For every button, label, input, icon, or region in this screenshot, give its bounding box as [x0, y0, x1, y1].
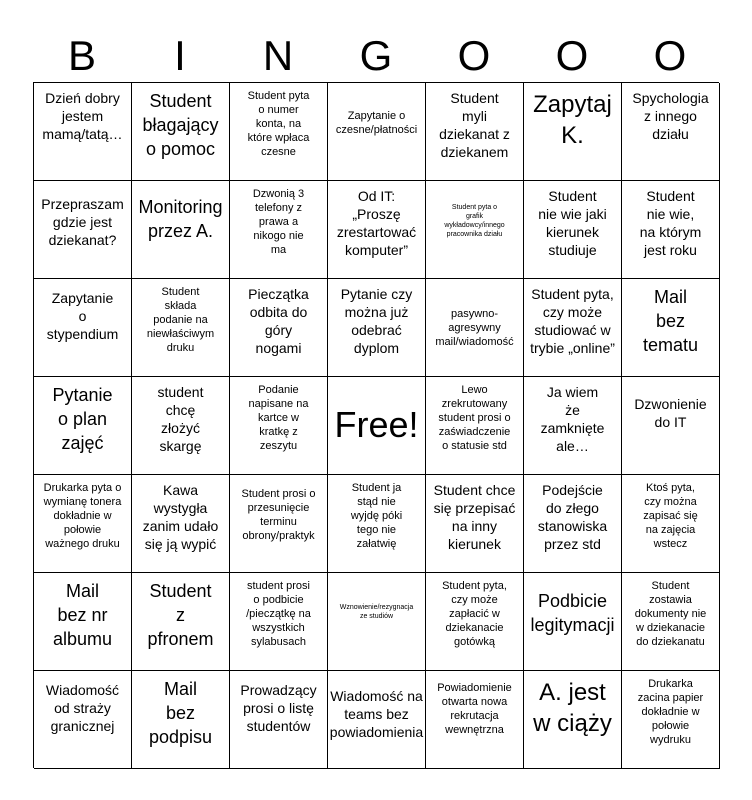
bingo-cell-text: Prowadzący prosi o listę studentów	[240, 682, 317, 734]
bingo-cell-text: Student pyta o grafik wykładowcy/innego pracownika działu	[444, 204, 505, 238]
bingo-cell-text: Student nie wie jaki kierunek studiuje	[538, 188, 607, 258]
bingo-cell-text: Podanie napisane na kartce w kratkę z zeszytu	[248, 384, 309, 452]
header-letter: O	[555, 32, 589, 79]
bingo-cell-text: Dzwonią 3 telefony z prawa a nikogo nie ma	[252, 188, 305, 256]
bingo-cell[interactable]	[34, 181, 132, 279]
bingo-cell-text: Student błagający o pomoc	[142, 91, 219, 159]
bingo-cell-text: student prosi o podbicie /pieczątkę na wszystkich sylabusach	[246, 580, 311, 648]
bingo-cell[interactable]	[524, 181, 622, 279]
bingo-cell-text: Pieczątka odbita do góry nogami	[248, 286, 309, 356]
bingo-cell[interactable]	[328, 671, 426, 769]
bingo-cell-text: Powiadomienie otwarta nowa rekrutacja wewnętrzna	[437, 682, 512, 736]
bingo-cell-text: Zapytanie o stypendium	[46, 290, 119, 342]
bingo-cell-text: Student prosi o przesunięcie terminu obrony/praktyk	[241, 488, 316, 542]
bingo-cell-text: Podejście do złego stanowiska przez std	[537, 482, 608, 552]
header-letter: B	[67, 32, 96, 79]
bingo-cell-text: Monitoring przez A.	[138, 197, 223, 241]
bingo-cell[interactable]	[622, 377, 720, 475]
bingo-cell-text: Student pyta, czy może studiować w trybie „online”	[530, 286, 615, 356]
bingo-cell[interactable]	[132, 475, 230, 573]
bingo-cell-text: Free!	[334, 404, 419, 445]
bingo-cell-text: Wiadomość na teams bez powiadomienia	[329, 688, 424, 740]
header-letter: O	[457, 32, 491, 79]
bingo-cell[interactable]	[426, 475, 524, 573]
bingo-cell-text: Drukarka pyta o wymianę tonera dokładnie w połowie ważnego druku	[43, 482, 122, 550]
bingo-cell[interactable]	[230, 573, 328, 671]
bingo-cell-text: Student z pfronem	[147, 581, 214, 649]
header-letter: I	[174, 32, 186, 79]
bingo-cell-text: Spychologia z innego działu	[632, 90, 709, 142]
bingo-cell[interactable]	[132, 377, 230, 475]
bingo-cell[interactable]	[622, 671, 720, 769]
bingo-cell[interactable]	[132, 83, 230, 181]
bingo-header	[33, 30, 719, 82]
bingo-cell[interactable]	[230, 377, 328, 475]
bingo-cell[interactable]	[34, 377, 132, 475]
bingo-cell[interactable]	[426, 671, 524, 769]
bingo-cell-text: Student nie wie, na którym jest roku	[639, 188, 702, 258]
bingo-cell[interactable]	[524, 573, 622, 671]
bingo-cell-text: Student ja stąd nie wyjdę póki tego nie załatwię	[350, 482, 403, 550]
bingo-cell[interactable]	[524, 475, 622, 573]
bingo-cell[interactable]	[328, 475, 426, 573]
bingo-cell-text: Pytanie czy można już odebrać dyplom	[340, 286, 413, 356]
bingo-cell[interactable]	[524, 671, 622, 769]
bingo-cell[interactable]	[524, 279, 622, 377]
bingo-cell-text: Wiadomość od straży granicznej	[45, 682, 120, 734]
bingo-cell[interactable]	[622, 279, 720, 377]
bingo-cell[interactable]	[132, 181, 230, 279]
bingo-cell[interactable]	[524, 377, 622, 475]
bingo-cell[interactable]	[328, 573, 426, 671]
bingo-cell[interactable]	[34, 279, 132, 377]
bingo-card-grid	[33, 82, 719, 768]
bingo-cell[interactable]	[34, 671, 132, 769]
bingo-cell[interactable]	[34, 573, 132, 671]
header-letter: O	[653, 32, 687, 79]
header-letter: G	[359, 32, 393, 79]
bingo-cell[interactable]	[328, 181, 426, 279]
bingo-cell[interactable]	[622, 475, 720, 573]
bingo-cell[interactable]	[230, 475, 328, 573]
bingo-cell[interactable]	[426, 573, 524, 671]
bingo-cell-text: Student pyta o numer konta, na które wpłaca czesne	[247, 90, 310, 158]
bingo-cell[interactable]	[622, 181, 720, 279]
bingo-cell[interactable]	[328, 83, 426, 181]
bingo-cell[interactable]	[524, 83, 622, 181]
bingo-cell-text: Pytanie o plan zajęć	[52, 385, 113, 453]
bingo-cell-text: Student pyta, czy może zapłacić w dziekanacie gotówką	[442, 580, 507, 648]
bingo-cell-text: Wznowienie/rezygnacja ze studiów	[339, 604, 414, 620]
header-letter: N	[262, 32, 294, 79]
bingo-cell[interactable]	[328, 279, 426, 377]
bingo-cell-text: Od IT: „Proszę zrestartować komputer”	[336, 188, 417, 258]
bingo-cell-text: Student zostawia dokumenty nie w dziekanacie do dziekanatu	[634, 580, 707, 648]
bingo-cell[interactable]	[230, 279, 328, 377]
bingo-cell[interactable]	[132, 573, 230, 671]
bingo-cell-text: pasywno- agresywny mail/wiadomość	[435, 308, 514, 348]
bingo-cell[interactable]	[34, 83, 132, 181]
bingo-cell-text: Dzwonienie do IT	[634, 396, 707, 430]
bingo-cell[interactable]	[230, 83, 328, 181]
bingo-cell[interactable]	[622, 83, 720, 181]
bingo-cell[interactable]	[34, 475, 132, 573]
bingo-cell-text: Zapytanie o czesne/płatności	[335, 110, 418, 136]
free-space-cell[interactable]	[328, 377, 426, 475]
bingo-cell-text: Ktoś pyta, czy można zapisać się na zajęcia wstecz	[643, 482, 698, 550]
bingo-cell-text: Mail bez podpisu	[148, 679, 213, 747]
bingo-cell-text: Przepraszam gdzie jest dziekanat?	[41, 196, 124, 248]
bingo-cell[interactable]	[426, 279, 524, 377]
bingo-cell-text: Dzień dobry jestem mamą/tatą…	[42, 90, 123, 142]
bingo-cell-text: A. jest w ciąży	[533, 679, 612, 737]
bingo-cell-text: Zapytaj K.	[533, 91, 612, 149]
bingo-cell-text: Podbicie legitymacji	[530, 591, 615, 635]
bingo-cell-text: Student chce się przepisać na inny kierunek	[433, 482, 516, 552]
bingo-cell[interactable]	[132, 279, 230, 377]
bingo-cell[interactable]	[426, 181, 524, 279]
bingo-cell-text: Drukarka zacina papier dokładnie w połowie wydruku	[637, 678, 704, 746]
bingo-cell[interactable]	[426, 83, 524, 181]
bingo-cell[interactable]	[230, 671, 328, 769]
bingo-cell[interactable]	[426, 377, 524, 475]
bingo-cell-text: Lewo zrekrutowany student prosi o zaświadczenie o statusie std	[438, 384, 511, 452]
bingo-cell[interactable]	[230, 181, 328, 279]
bingo-cell-text: Kawa wystygła zanim udało się ją wypić	[142, 482, 219, 552]
bingo-cell[interactable]	[622, 573, 720, 671]
bingo-cell-text: Mail bez nr albumu	[52, 581, 113, 649]
bingo-cell-text: student chcę złożyć skargę	[157, 384, 204, 454]
bingo-cell-text: Student składa podanie na niewłaściwym druku	[146, 286, 215, 354]
bingo-cell[interactable]	[132, 671, 230, 769]
bingo-cell-text: Ja wiem że zamknięte ale…	[540, 384, 605, 454]
bingo-cell-text: Mail bez tematu	[642, 287, 699, 355]
bingo-cell-text: Student myli dziekanat z dziekanem	[439, 90, 510, 160]
